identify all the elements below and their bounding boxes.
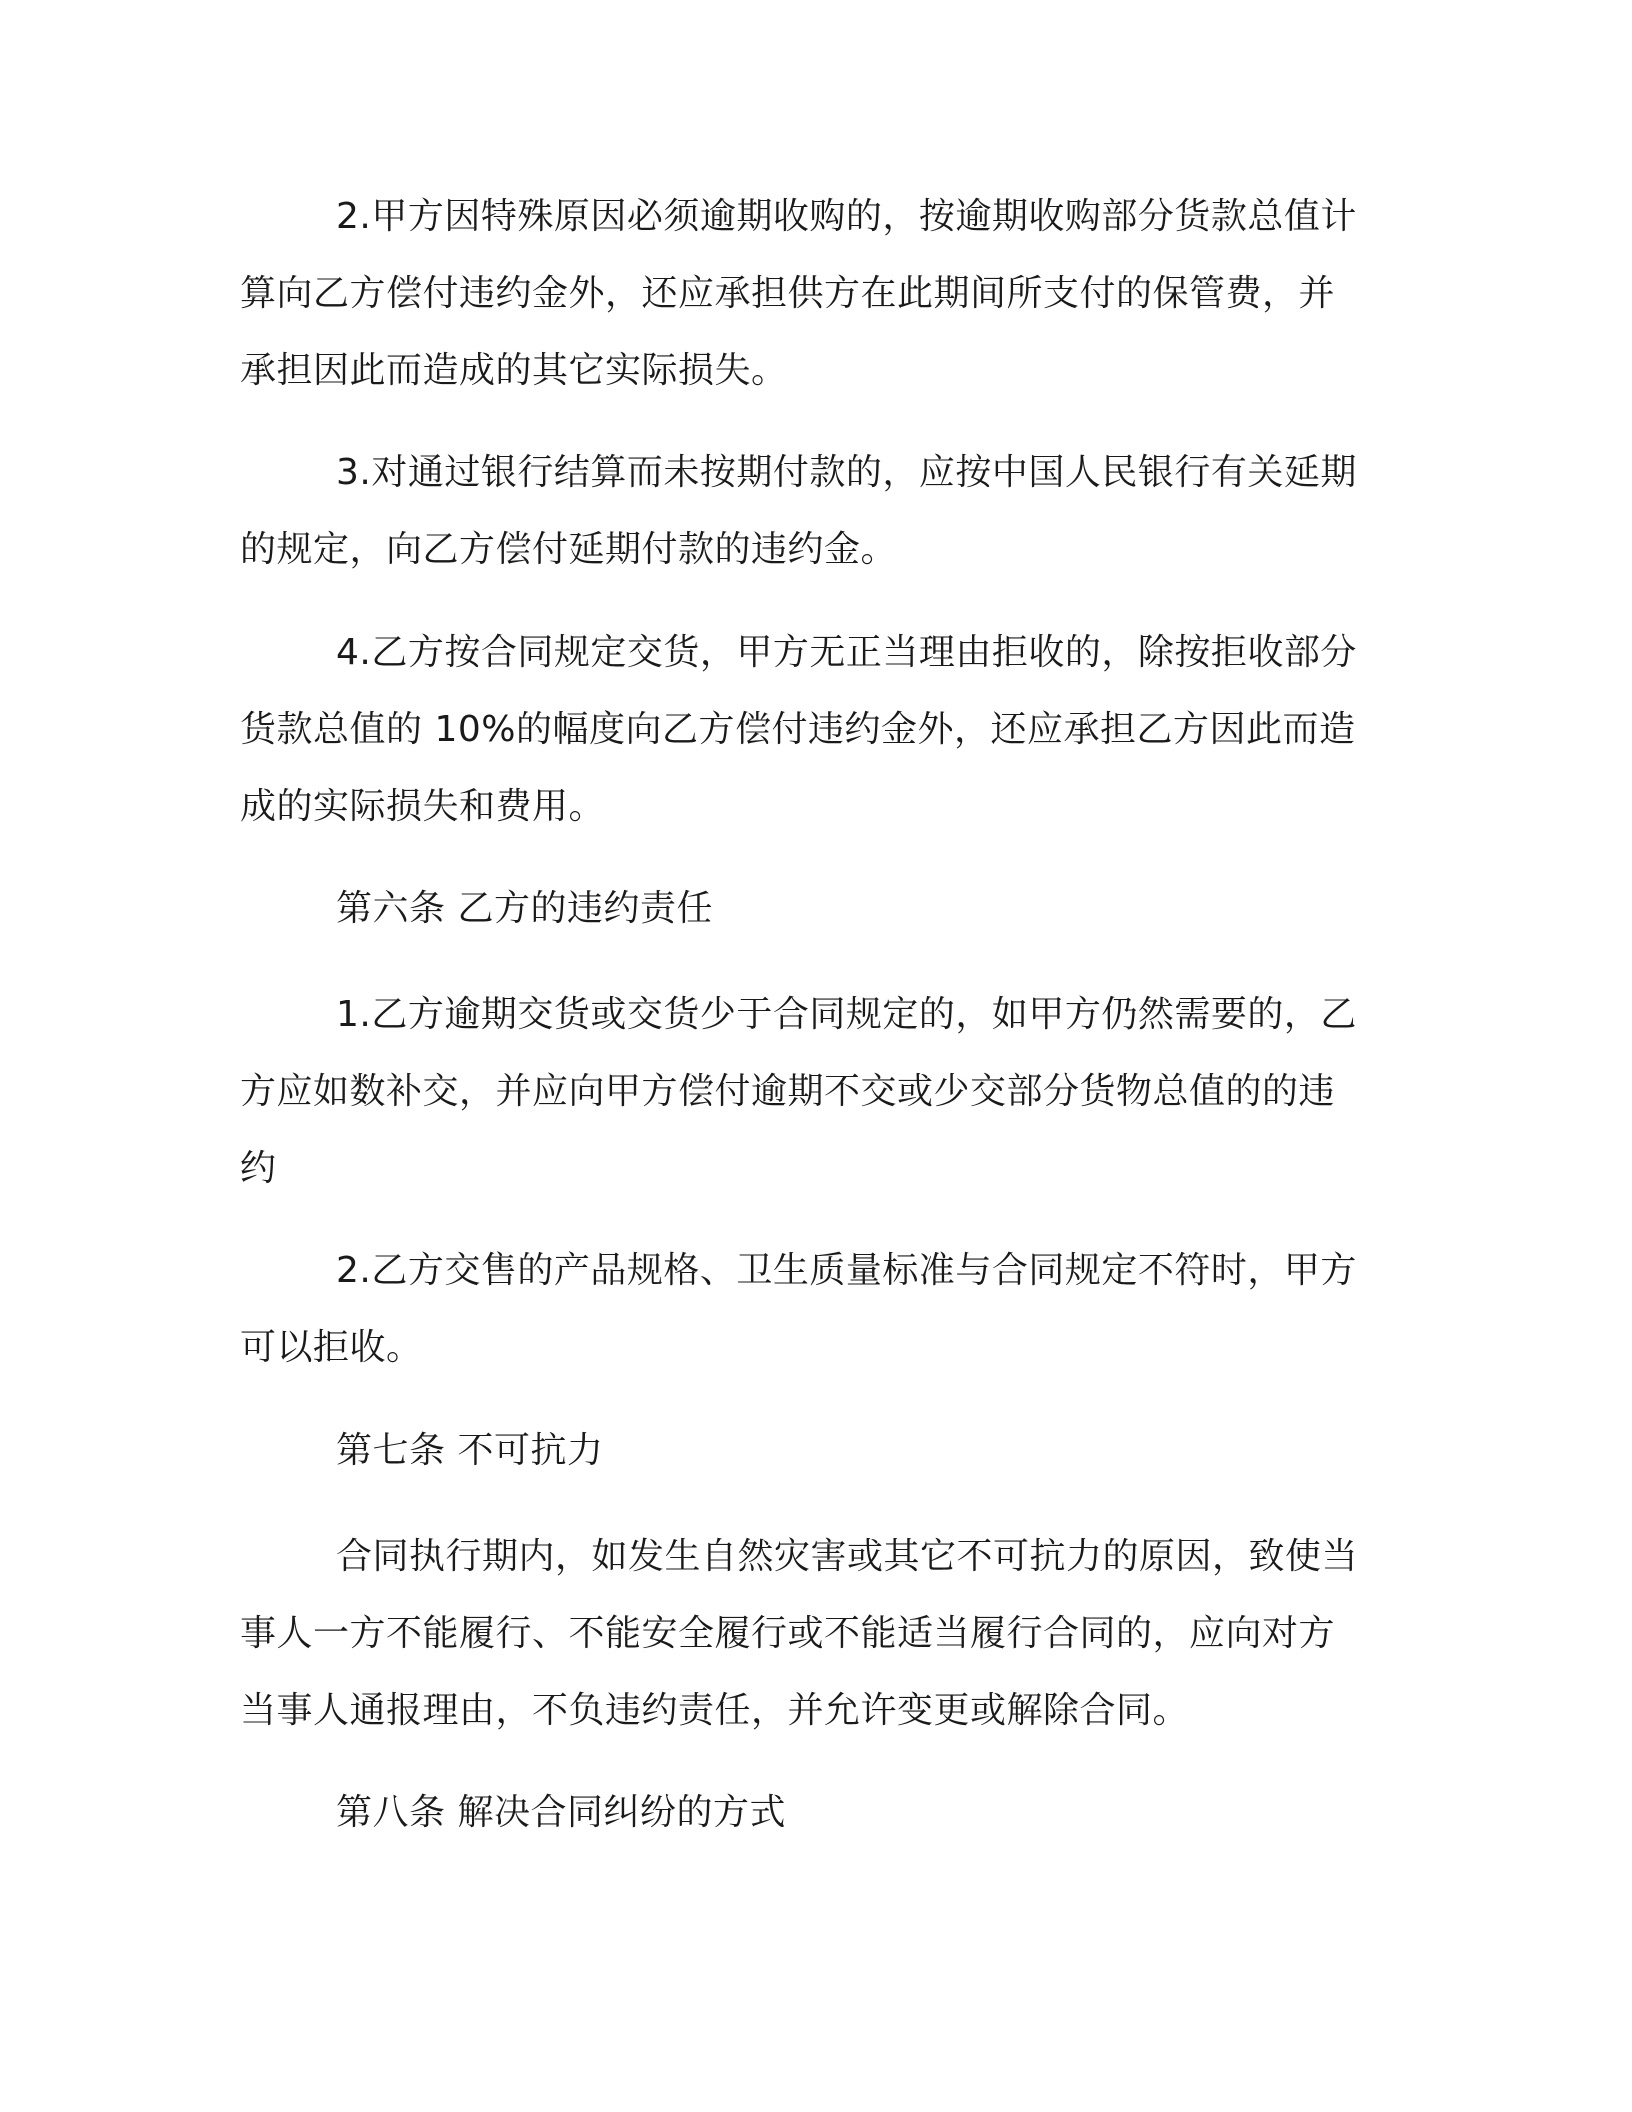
text-line: 2.乙方交售的产品规格、卫生质量标准与合同规定不符时，甲方: [336, 1250, 1357, 1291]
text-line: 4.乙方按合同规定交货，甲方无正当理由拒收的，除按拒收部分: [336, 632, 1357, 673]
paragraph-5-2: [240, 178, 1376, 409]
text-line: 的规定，向乙方偿付延期付款的违约金。: [240, 529, 898, 570]
paragraph-5-4: [240, 614, 1376, 845]
paragraph-7: [240, 1518, 1376, 1749]
text-line: 算向乙方偿付违约金外，还应承担供方在此期间所支付的保管费，并: [240, 273, 1336, 314]
text-line: 3.对通过银行结算而未按期付款的，应按中国人民银行有关延期: [336, 452, 1357, 493]
text-line: 2.甲方因特殊原因必须逾期收购的，按逾期收购部分货款总值计: [336, 196, 1357, 237]
paragraph-6-1: [240, 976, 1376, 1207]
heading-text: 第七条 不可抗力: [336, 1430, 604, 1471]
text-line: 成的实际损失和费用。: [240, 786, 606, 827]
heading-text: 第六条 乙方的违约责任: [336, 888, 713, 929]
article-8-heading: [240, 1774, 1376, 1851]
text-line: 当事人通报理由，不负违约责任，并允许变更或解除合同。: [240, 1690, 1190, 1731]
text-line: 约: [240, 1148, 277, 1189]
paragraph-6-2: [240, 1232, 1376, 1386]
article-7-heading: [240, 1412, 1376, 1489]
text-line: 可以拒收。: [240, 1327, 423, 1368]
text-line: 方应如数补交，并应向甲方偿付逾期不交或少交部分货物总值的的违: [240, 1071, 1336, 1112]
text-line: 合同执行期内，如发生自然灾害或其它不可抗力的原因，致使当: [336, 1536, 1359, 1577]
text-line: 事人一方不能履行、不能安全履行或不能适当履行合同的，应向对方: [240, 1613, 1336, 1654]
heading-text: 第八条 解决合同纠纷的方式: [336, 1792, 786, 1833]
paragraph-5-3: [240, 434, 1376, 588]
text-line: 承担因此而造成的其它实际损失。: [240, 350, 788, 391]
text-line: 1.乙方逾期交货或交货少于合同规定的，如甲方仍然需要的，乙: [336, 994, 1357, 1035]
text-line: 货款总值的 10%的幅度向乙方偿付违约金外，还应承担乙方因此而造: [240, 709, 1356, 750]
article-6-heading: [240, 870, 1376, 947]
